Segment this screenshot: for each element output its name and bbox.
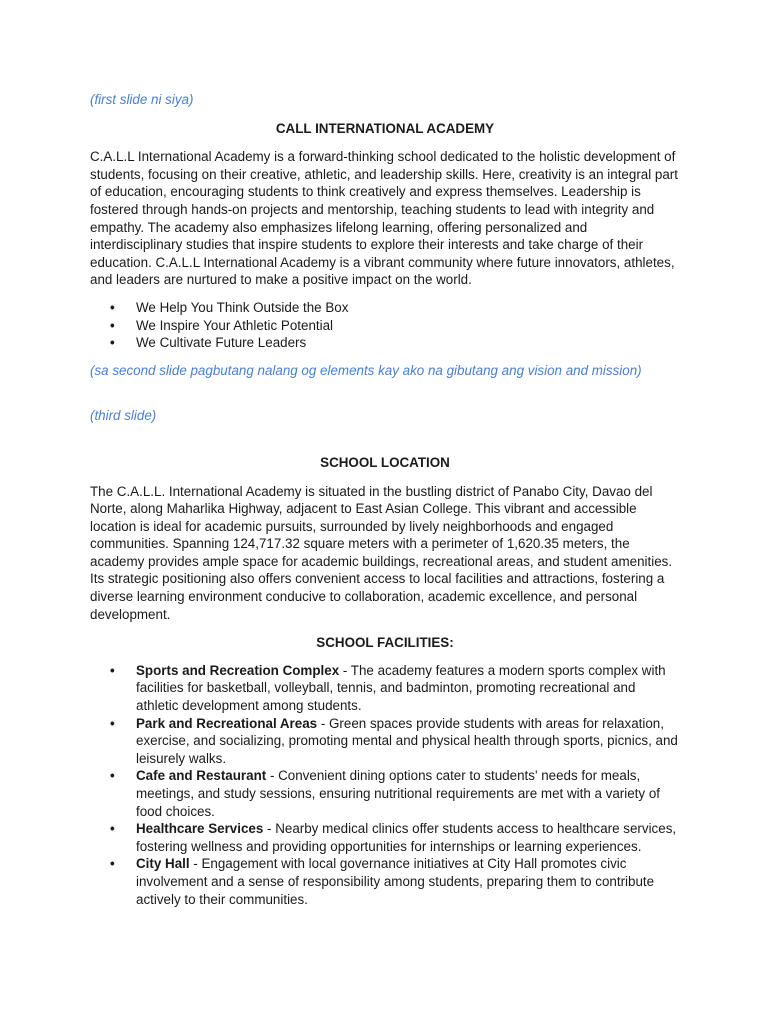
facility-item	[90, 855, 680, 908]
facility-description: - Nearby medical clinics offer students access to healthcare services, fostering wellness and providing opportunities for internships or learning experiences.	[136, 821, 677, 854]
facility-name: Cafe and Restaurant	[136, 768, 267, 784]
bullet-icon: •	[110, 821, 115, 837]
facility-description: - The academy features a modern sports complex with facilities for basketball, volleyball, tennis, and badminton, promoting recreational and athletic development among students.	[136, 662, 666, 714]
facility-description: - Engagement with local governance initiatives at City Hall promotes civic involvement and a sense of responsibility among students, preparing them to contribute actively to their communities.	[136, 856, 655, 907]
facility-description: - Green spaces provide students with areas for relaxation, exercise, and socializing, promoting mental and physical health through sports, picnics, and leisurely walks.	[136, 715, 678, 766]
facility-item	[90, 715, 680, 768]
facility-item	[90, 662, 680, 715]
second-slide-note: (sa second slide pagbutang nalang og elements kay ako na gibutang ang vision and mission)	[90, 362, 642, 378]
bullet-icon: •	[110, 662, 115, 678]
academy-highlights-list	[90, 299, 680, 352]
document-page	[90, 91, 680, 908]
bullet-icon: •	[110, 317, 115, 333]
school-location-paragraph: The C.A.L.L. International Academy is situated in the bustling district of Panabo City, Davao del Norte, along Maharlika Highway, adjacent to East Asian College. This vibrant and accessible location is ideal for academic pursuits, surrounded by lively neighborhoods and engaged communities. Spanning 124,717.32 square meters with a perimeter of 1,620.35 meters, the academy provides ample space for academic buildings, recreational areas, and student amenities. Its strategic positioning also offers convenient access to local facilities and attractions, fostering a diverse learning environment conducive to collaboration, academic excellence, and personal development.	[90, 483, 673, 622]
facility-name: Sports and Recreation Complex	[136, 662, 340, 678]
facilities-list	[90, 662, 680, 908]
facility-name: Park and Recreational Areas	[136, 715, 318, 731]
third-slide-note: (third slide)	[90, 408, 157, 424]
facility-description: - Convenient dining options cater to students' needs for meals, meetings, and study sessions, ensuring nutritional requirements are met with a variety of food choices.	[136, 768, 660, 819]
school-facilities-title: SCHOOL FACILITIES:	[316, 635, 454, 651]
academy-intro-paragraph: C.A.L.L International Academy is a forward-thinking school dedicated to the holistic development of students, focusing on their creative, athletic, and leadership skills. Here, creativity is an integral part of education, encouraging students to think creatively and express themselves. Leadership is fostered through hands-on projects and mentorship, teaching students to lead with integrity and empathy. The academy also emphasizes lifelong learning, offering personalized and interdisciplinary studies that inspire students to explore their interests and take charge of their education. C.A.L.L International Academy is a vibrant community where future innovators, athletes, and leaders are nurtured to make a positive impact on the world.	[90, 149, 678, 288]
academy-title: CALL INTERNATIONAL ACADEMY	[275, 120, 495, 136]
school-location-title: SCHOOL LOCATION	[320, 454, 450, 470]
first-slide-note: (first slide ni siya)	[90, 92, 194, 107]
facility-item	[90, 820, 680, 855]
facility-item	[90, 767, 680, 820]
bullet-icon: •	[110, 299, 115, 315]
bullet-icon: •	[110, 335, 115, 351]
facility-name: Healthcare Services	[136, 821, 264, 837]
bullet-icon: •	[110, 715, 115, 731]
list-item: • We Help You Think Outside the Box	[110, 299, 349, 315]
list-item: • We Inspire Your Athletic Potential	[110, 317, 334, 333]
bullet-icon: •	[110, 856, 115, 872]
facility-name: City Hall	[136, 856, 190, 872]
bullet-icon: •	[110, 768, 115, 784]
list-item: • We Cultivate Future Leaders	[110, 335, 307, 351]
